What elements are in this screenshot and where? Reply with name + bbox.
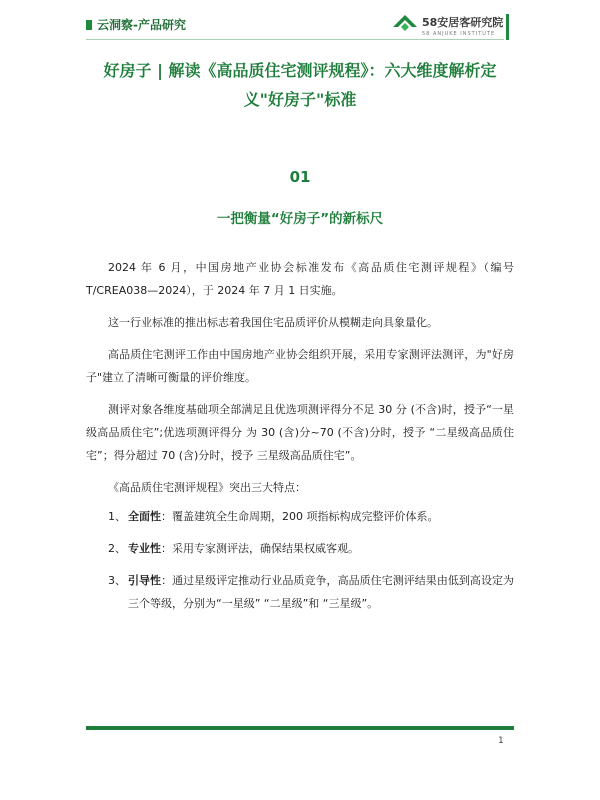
paragraph: 2024 年 6 月，中国房地产业协会标准发布《高品质住宅测评规程》（编号 T/CREA038—2024），于 2024 年 7 月 1 日实施。 [86,261,514,297]
header-title: 云洞察-产品研究 [97,18,186,32]
feature-item [108,505,514,528]
logo [392,10,512,42]
logo-text: 58安居客研究院 [422,16,504,29]
feature-label: 全面性 [128,510,161,523]
feature-content [128,569,514,615]
document-title: 好房子 | 解读《高品质住宅测评规程》：六大维度解析定义"好房子"标准 [103,61,497,109]
logo-accent-bar [506,14,509,40]
feature-number: 1、 [108,510,126,523]
feature-text: ：通过星级评定推动行业品质竞争，高品质住宅测评结果由低到高设定为三个等级，分别为“一星级” “二星级”和 “三星级”。 [128,574,515,610]
paragraph: 测评对象各维度基础项全部满足且优选项测评得分不足 30 分 (不含)时，授予“一星级高品质住宅”;优选项测评得分 为 30 (含)分~70 (不含)分时，授予 “二星级高品质住宅”；得分超过 70 (含)分时，授予 三星级高品质住宅”。 [86,403,514,462]
logo-icon [392,14,418,32]
paragraph: 这一行业标准的推出标志着我国住宅品质评价从模糊走向具象量化。 [108,316,438,329]
footer-divider [86,726,514,730]
feature-content [128,505,514,528]
feature-content [128,537,514,560]
logo-subtitle: 58 ANJUKE INSTITUTE [422,31,496,37]
feature-number: 3、 [108,574,126,587]
feature-item [108,569,514,615]
body-content [86,256,514,624]
feature-text: ：采用专家测评法，确保结果权威客观。 [161,542,359,555]
feature-label: 引导性 [128,574,162,587]
header-marker [86,20,92,30]
page-number: 1 [498,736,504,746]
feature-label: 专业性 [128,542,161,555]
header-divider [86,39,504,40]
feature-number: 2、 [108,542,126,555]
feature-text: ：覆盖建筑全生命周期，200 项指标构成完整评价体系。 [161,510,439,523]
page-header [0,0,600,46]
feature-item [108,537,514,560]
paragraph: 《高品质住宅测评规程》突出三大特点： [108,481,306,494]
section-title: 一把衡量“好房子”的新标尺 [216,211,384,227]
section-number: 01 [289,168,311,186]
paragraph: 高品质住宅测评工作由中国房地产业协会组织开展，采用专家测评法测评，为"好房子"建立了清晰可衡量的评价维度。 [86,348,514,384]
